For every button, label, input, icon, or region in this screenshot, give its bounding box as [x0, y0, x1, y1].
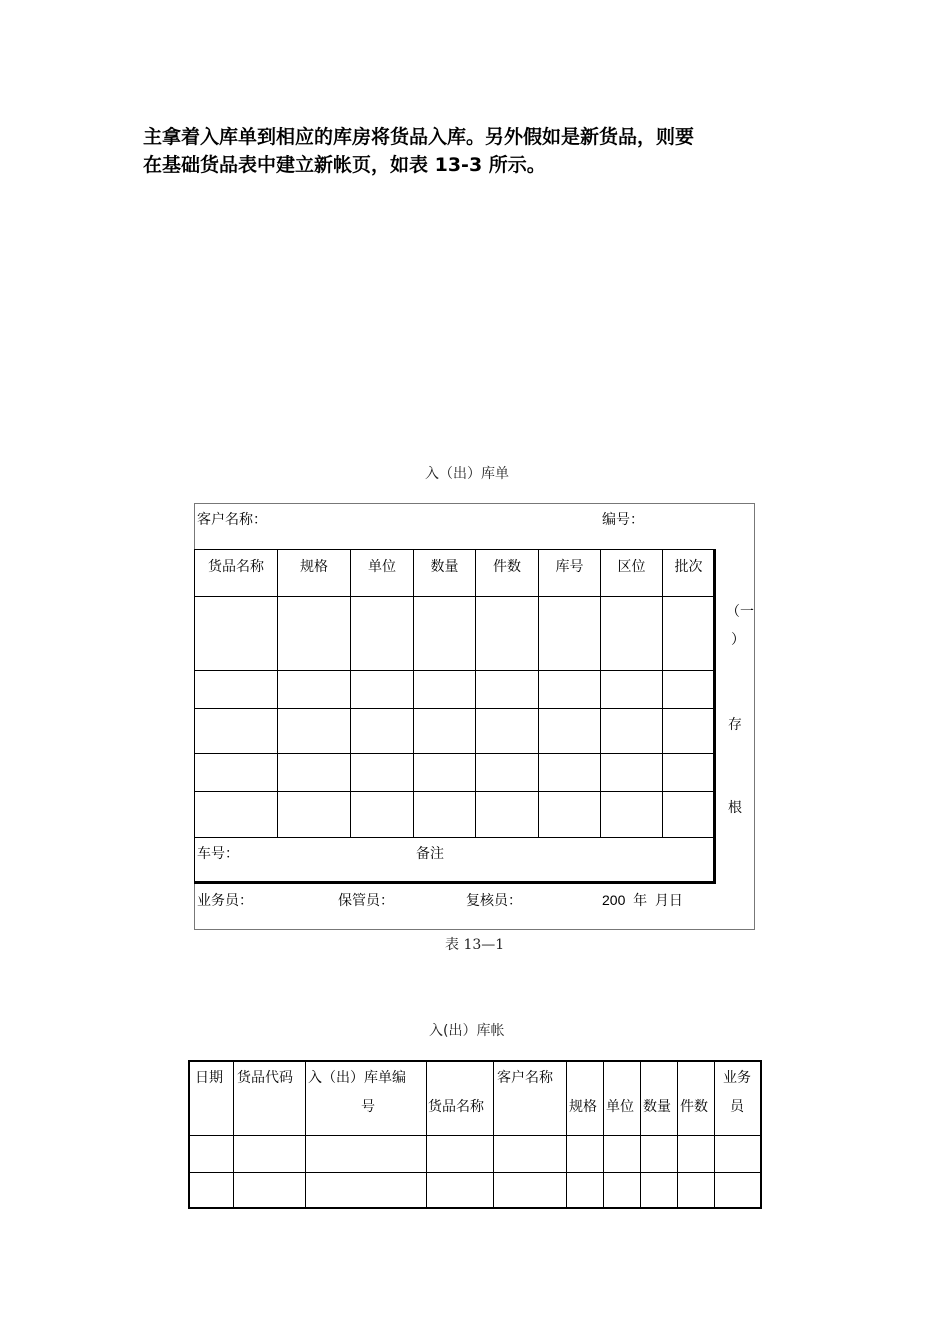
copy-label-part1: （一	[726, 604, 754, 620]
column-header: 单位	[368, 559, 396, 575]
ledger-header-staff-2: 员	[730, 1099, 744, 1115]
column-header: 货品名称	[208, 559, 264, 575]
form-title: 入（出）库单	[425, 466, 509, 482]
copy-label-part2: ）	[731, 632, 745, 648]
grid-hline	[194, 753, 714, 754]
column-header: 批次	[674, 559, 703, 575]
copy-label-part4: 根	[728, 800, 742, 816]
grid-vline	[413, 549, 414, 837]
ledger-header-qty: 数量	[643, 1099, 671, 1115]
customer-name-label: 客户名称：	[197, 512, 267, 528]
ledger-header-name: 货品名称	[428, 1099, 484, 1115]
grid-hline	[194, 791, 714, 792]
ledger-header-customer: 客户名称	[497, 1070, 553, 1086]
ledger-header-docno: 入（出）库单编	[308, 1070, 406, 1086]
column-header: 区位	[617, 559, 646, 575]
column-header: 库号	[555, 559, 584, 575]
ledger-title: 入(出）库帐	[429, 1023, 505, 1039]
vehicle-number-label: 车号：	[197, 846, 239, 862]
date-label: 200 年 月日	[602, 892, 683, 908]
column-header: 规格	[300, 559, 328, 575]
ledger-header-staff: 业务	[723, 1070, 751, 1086]
grid-vline	[475, 549, 476, 837]
keeper-label: 保管员：	[338, 893, 394, 909]
ledger-hline	[188, 1172, 762, 1173]
checker-label: 复核员：	[466, 893, 522, 909]
intro-line-1: 主拿着入库单到相应的库房将货品入库。另外假如是新货品，则要	[143, 126, 695, 148]
ledger-header-unit: 单位	[606, 1099, 634, 1115]
grid-vline	[538, 549, 539, 837]
grid-vline	[600, 549, 601, 837]
column-header: 数量	[430, 559, 459, 575]
intro-paragraph	[143, 123, 823, 179]
grid-vline	[662, 549, 663, 837]
ledger-hline	[188, 1135, 762, 1136]
ledger-header-code: 货品代码	[237, 1070, 293, 1086]
grid-vline	[277, 549, 278, 837]
grid-hline	[194, 837, 714, 838]
ledger-header-spec: 规格	[569, 1099, 597, 1115]
ledger-header-date: 日期	[195, 1070, 223, 1086]
number-label: 编号：	[602, 512, 644, 528]
table-caption: 表 13—1	[445, 937, 505, 953]
grid-hline	[194, 708, 714, 709]
column-header: 件数	[493, 559, 521, 575]
grid-hline	[194, 596, 714, 597]
intro-line-2: 在基础货品表中建立新帐页，如表 13-3 所示。	[143, 154, 546, 176]
ledger-header-docno-2: 号	[361, 1099, 375, 1115]
grid-hline	[194, 670, 714, 671]
grid-vline	[350, 549, 351, 837]
ledger-header-pieces: 件数	[680, 1099, 708, 1115]
remarks-label: 备注	[416, 846, 444, 862]
salesman-label: 业务员：	[197, 893, 253, 909]
stock-slip-grid	[194, 549, 716, 884]
copy-label-part3: 存	[728, 717, 742, 733]
